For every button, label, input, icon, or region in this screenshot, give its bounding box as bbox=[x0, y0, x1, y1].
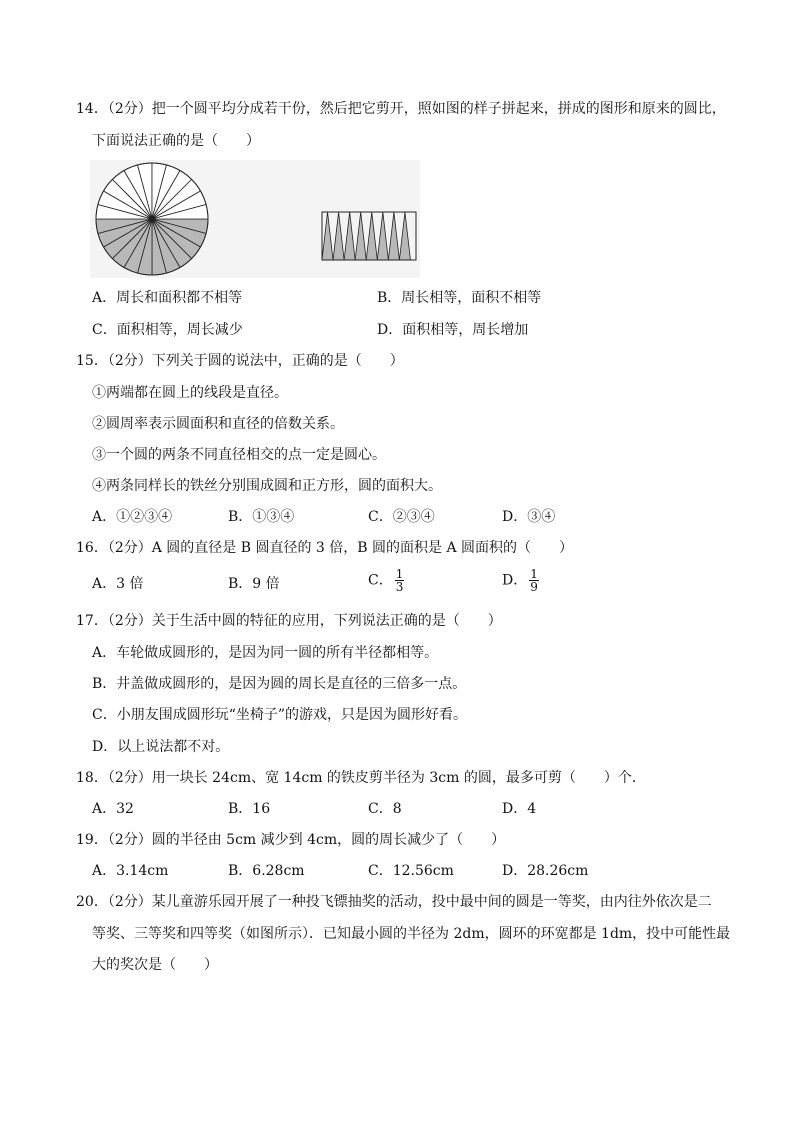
q18-option-a[interactable]: A．32 bbox=[92, 801, 134, 817]
q16-option-d-fraction bbox=[529, 568, 539, 593]
q16-stem: 16．（2分）A 圆的直径是 B 圆直径的 3 倍，B 圆的面积是 A 圆面积的（ ） bbox=[76, 540, 574, 556]
q14-stem-line2: 下面说法正确的是（ ） bbox=[92, 133, 260, 149]
q19-option-a[interactable]: A．3.14cm bbox=[92, 863, 169, 879]
q16-option-c[interactable] bbox=[368, 568, 404, 593]
q14-figure bbox=[90, 160, 420, 278]
fraction-numerator: 1 bbox=[395, 567, 404, 581]
q14-option-c[interactable]: C．面积相等，周长减少 bbox=[92, 322, 243, 338]
q20-stem-line2: 等奖、三等奖和四等奖（如图所示）．已知最小圆的半径为 2dm，圆环的环宽都是 1dm，投中可能性最 bbox=[92, 926, 731, 942]
q15-statement-2: ②圆周率表示圆面积和直径的倍数关系。 bbox=[92, 416, 344, 432]
q17-option-b[interactable]: B．井盖做成圆形的，是因为圆的周长是直径的三倍多一点。 bbox=[92, 676, 467, 692]
fraction-denominator: 9 bbox=[530, 580, 538, 594]
q16-option-c-fraction bbox=[395, 568, 405, 593]
fraction-denominator: 3 bbox=[395, 580, 404, 594]
q17-stem: 17．（2分）关于生活中圆的特征的应用，下列说法正确的是（ ） bbox=[76, 613, 502, 629]
q15-option-d[interactable]: D．③④ bbox=[502, 509, 556, 525]
q19-option-b[interactable]: B．6.28cm bbox=[228, 863, 305, 879]
q17-option-d[interactable]: D．以上说法都不对。 bbox=[92, 739, 230, 755]
q15-statement-1: ①两端都在圆上的线段是直径。 bbox=[92, 385, 288, 401]
q17-option-c[interactable]: C．小朋友围成圆形玩“坐椅子”的游戏，只是因为圆形好看。 bbox=[92, 707, 468, 723]
q18-option-d[interactable]: D．4 bbox=[502, 801, 537, 817]
q15-statement-4: ④两条同样长的铁丝分别围成圆和正方形，圆的面积大。 bbox=[92, 478, 442, 494]
q16-option-d-prefix: D． bbox=[502, 572, 528, 589]
q19-stem: 19．（2分）圆的半径由 5cm 减少到 4cm，圆的周长减少了（ ） bbox=[76, 832, 506, 848]
fraction-numerator: 1 bbox=[530, 567, 538, 581]
q15-stem: 15．（2分）下列关于圆的说法中，正确的是（ ） bbox=[76, 353, 404, 369]
q18-option-b[interactable]: B．16 bbox=[228, 801, 271, 817]
q14-option-b[interactable]: B．周长相等，面积不相等 bbox=[377, 290, 542, 306]
q16-option-c-prefix: C． bbox=[368, 572, 393, 589]
q20-stem-line1: 20．（2分）某儿童游乐园开展了一种投飞镖抽奖的活动，投中最中间的圆是一等奖，由内往外依次是二 bbox=[76, 894, 712, 910]
q19-option-d[interactable]: D．28.26cm bbox=[502, 863, 589, 879]
q15-option-a[interactable]: A．①②③④ bbox=[92, 509, 173, 525]
q14-option-a[interactable]: A．周长和面积都不相等 bbox=[92, 290, 243, 306]
q17-option-a[interactable]: A．车轮做成圆形的，是因为同一圆的所有半径都相等。 bbox=[92, 645, 439, 661]
q14-stem-line1: 14．（2分）把一个圆平均分成若干份，然后把它剪开，照如图的样子拼起来，拼成的图形和原来的圆比， bbox=[76, 101, 726, 117]
q19-option-c[interactable]: C．12.56cm bbox=[368, 863, 454, 879]
q16-option-a[interactable]: A．3 倍 bbox=[92, 576, 144, 592]
q20-stem-line3: 大的奖次是（ ） bbox=[92, 957, 218, 973]
divided-circle bbox=[96, 163, 208, 275]
q18-stem: 18．（2分）用一块长 24cm、宽 14cm 的铁皮剪半径为 3cm 的圆，最多可剪（ ）个． bbox=[76, 770, 646, 786]
q14-option-d[interactable]: D．面积相等，周长增加 bbox=[377, 322, 529, 338]
q15-statement-3: ③一个圆的两条不同直径相交的点一定是圆心。 bbox=[92, 447, 386, 463]
q16-option-b[interactable]: B．9 倍 bbox=[228, 576, 280, 592]
q15-option-b[interactable]: B．①③④ bbox=[228, 509, 295, 525]
q18-option-c[interactable]: C．8 bbox=[368, 801, 402, 817]
q16-option-d[interactable] bbox=[502, 568, 539, 593]
q15-option-c[interactable]: C．②③④ bbox=[368, 509, 435, 525]
